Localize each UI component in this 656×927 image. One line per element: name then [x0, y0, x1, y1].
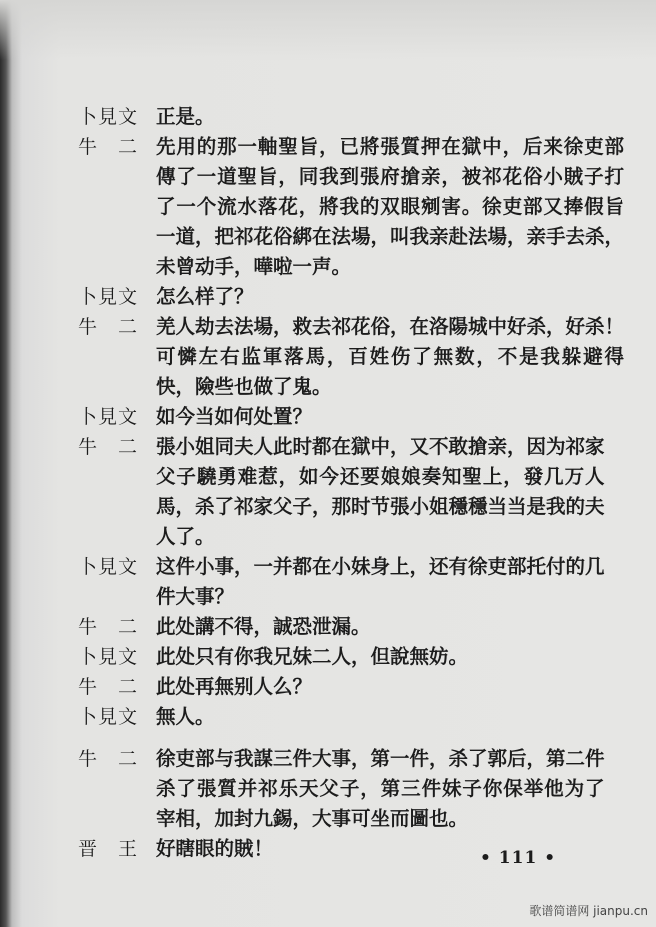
- speaker-name: 牛 二: [78, 748, 139, 770]
- speech-text: [156, 102, 578, 132]
- dialogue-entry: [78, 612, 578, 642]
- speech-line: 此处講不得，誠恐泄漏。: [156, 615, 371, 638]
- speech-line: 好瞎眼的賊！: [156, 837, 274, 860]
- speech-line: 此处只有你我兄妹二人，但說無妨。: [156, 645, 469, 668]
- page-number: • 111 •: [480, 848, 557, 868]
- speaker-name: 晋 王: [78, 838, 139, 860]
- speech-text: [156, 642, 578, 672]
- speech-line: 快，險些也做了鬼。: [156, 375, 332, 398]
- speech-line: 一道，把祁花俗綁在法場，叫我亲赴法場，亲手去杀，: [156, 225, 625, 248]
- speech-line: 如今当如何处置？: [156, 405, 313, 428]
- speech-line: 人了。: [156, 525, 215, 548]
- speech-text: [156, 552, 605, 612]
- speech-line: 件大事？: [156, 585, 235, 608]
- speaker-name: 牛 二: [78, 316, 139, 338]
- speech-line: 未曾动手，嘩啦一声。: [156, 255, 352, 278]
- dialogue-entry: [78, 744, 605, 834]
- speech-text: [156, 402, 578, 432]
- speech-line: 怎么样了？: [156, 285, 254, 308]
- speech-line: 父子驍勇难惹，如今还要娘娘奏知聖上，發几万人: [156, 465, 605, 488]
- watermark: 歌谱简谱网 jianpu.cn: [529, 904, 648, 918]
- speaker-name: 卜見文: [78, 706, 139, 728]
- page-shadow: [0, 0, 656, 60]
- speaker-name: 卜見文: [78, 556, 139, 578]
- speaker-name: 卜見文: [78, 646, 139, 668]
- speaker-name: 卜見文: [78, 106, 139, 128]
- speech-line: 杀了張質并祁乐天父子，第三件妹子你保举他为了: [156, 777, 605, 800]
- speech-line: 可憐左右监軍落馬，百姓伤了無数，不是我躲避得: [156, 345, 625, 368]
- script-dialogue: [78, 102, 625, 864]
- dialogue-entry: [78, 552, 605, 612]
- dialogue-entry: [78, 282, 578, 312]
- speaker-name: 卜見文: [78, 406, 139, 428]
- speech-line: 羌人劫去法場，救去祁花俗，在洛陽城中好杀，好杀！: [156, 315, 625, 338]
- speaker-name: 卜見文: [78, 286, 139, 308]
- speech-text: [156, 432, 605, 552]
- speaker-name: 牛 二: [78, 436, 139, 458]
- speaker-name: 牛 二: [78, 136, 139, 158]
- speech-line: 此处再無别人么？: [156, 675, 313, 698]
- speech-line: 了一个流水落花，將我的双眼剜害。徐吏部又捧假旨: [156, 195, 625, 218]
- speech-text: [156, 672, 578, 702]
- dialogue-entry: [78, 432, 605, 552]
- speech-text: [156, 702, 578, 732]
- dialogue-entry: [78, 312, 625, 402]
- dialogue-entry: [78, 702, 578, 732]
- speech-line: 馬，杀了祁家父子，那时节張小姐穩穩当当是我的夫: [156, 495, 605, 518]
- speech-line: 正是。: [156, 105, 215, 128]
- speech-line: 宰相，加封九錫，大事可坐而圖也。: [156, 807, 469, 830]
- speech-text: [156, 312, 624, 402]
- dialogue-entry: [78, 672, 578, 702]
- dialogue-entry: [78, 102, 578, 132]
- dialogue-entry: [78, 402, 578, 432]
- speaker-name: 牛 二: [78, 676, 139, 698]
- speech-line: 先用的那一軸聖旨，已將張質押在獄中，后来徐吏部: [156, 135, 625, 158]
- speech-text: [156, 612, 578, 642]
- speech-line: 張小姐同夫人此时都在獄中，又不敢搶亲，因为祁家: [156, 435, 605, 458]
- speech-line: 傳了一道聖旨，同我到張府搶亲，被祁花俗小賊子打: [156, 165, 625, 188]
- speech-text: [156, 744, 605, 834]
- speech-text: [156, 282, 578, 312]
- speech-line: 徐吏部与我謀三件大事，第一件，杀了郭后，第二件: [156, 747, 605, 770]
- speech-text: [156, 132, 624, 282]
- speaker-name: 牛 二: [78, 616, 139, 638]
- dialogue-entry: [78, 132, 625, 282]
- dialogue-entry: [78, 642, 578, 672]
- speech-line: 無人。: [156, 705, 215, 728]
- speech-line: 这件小事，一并都在小妹身上，还有徐吏部托付的几: [156, 555, 605, 578]
